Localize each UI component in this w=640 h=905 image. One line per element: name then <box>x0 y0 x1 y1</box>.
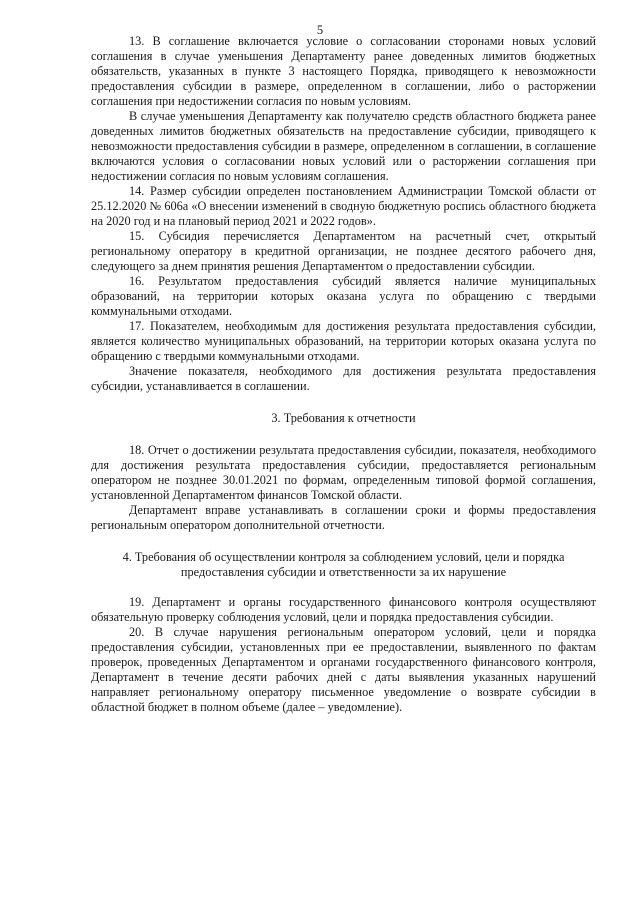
paragraph-18-continued: Департамент вправе устанавливать в соглашении сроки и формы предоставления региональным оператором дополнительной отчетности. <box>91 503 596 532</box>
paragraph-19: 19. Департамент и органы государственного финансового контроля осуществляют обязательную проверку соблюдения условий, цели и порядка предоставления субсидии. <box>91 595 596 624</box>
spacer <box>91 426 596 443</box>
page-number: 5 <box>316 23 324 37</box>
paragraph-16: 16. Результатом предоставления субсидий является наличие муниципальных образований, на территории которых оказана услуга по обращению с твердыми коммунальными отходами. <box>91 274 596 318</box>
paragraph-14: 14. Размер субсидии определен постановлением Администрации Томской области от 25.12.2020 № 606а «О внесении изменений в сводную бюджетную роспись областного бюджета на 2020 год и на плановый период 2021 и 2022 годов». <box>91 184 596 228</box>
paragraph-18: 18. Отчет о достижении результата предоставления субсидии, показателя, необходимого для достижения результата предоставления субсидии, предоставляется региональным оператором не позднее 30.01.2021 по формам, определенным типовой формой соглашения, установленной Департаментом финансов Томской области. <box>91 443 596 502</box>
paragraph-13: 13. В соглашение включается условие о согласовании сторонами новых условий соглашения в случае уменьшения Департаменту ранее доведенных лимитов бюджетных обязательств, указанных в пункте 3 настоящего Порядка, приводящего к невозможности предоставления субсидии в размере, определенном в соглашении, либо о расторжении соглашения при недостижении согласия по новым условиям. <box>91 34 596 108</box>
section-4-heading-line-2: предоставления субсидии и ответственности за их нарушение <box>180 565 507 579</box>
section-4-heading-line-1: 4. Требования об осуществлении контроля за соблюдением условий, цели и порядка <box>122 550 565 564</box>
section-3-heading: 3. Требования к отчетности <box>271 411 416 425</box>
paragraph-13-continued: В случае уменьшения Департаменту как получателю средств областного бюджета ранее доведенных лимитов бюджетных обязательств на предоставление субсидии, приводящего к невозможности предоставления субсидии в размере, определенном в соглашении, в соглашение включаются условия о согласовании новых условий или о расторжении соглашения при недостижении согласия по новым условиям соглашения. <box>91 109 596 183</box>
spacer <box>91 394 596 411</box>
spacer <box>91 533 596 550</box>
spacer <box>91 580 596 595</box>
paragraph-15: 15. Субсидия перечисляется Департаментом на расчетный счет, открытый региональному оператору в кредитной организации, не позднее десятого рабочего дня, следующего за днем принятия решения Департаментом о предоставлении субсидии. <box>91 229 596 273</box>
paragraph-20: 20. В случае нарушения региональным оператором условий, цели и порядка предоставления субсидии, установленных при ее предоставлении, выявленного по фактам проверок, проведенных Департаментом и органами государственного финансового контроля, Департамент в течение десяти рабочих дней с даты выявления указанных нарушений направляет региональному оператору письменное уведомление о возврате субсидии в областной бюджет в полном объеме (далее – уведомление). <box>91 625 596 714</box>
paragraph-17-value: Значение показателя, необходимого для достижения результата предоставления субсидии, устанавливается в соглашении. <box>91 364 596 393</box>
paragraph-17: 17. Показателем, необходимым для достижения результата предоставления субсидии, является количество муниципальных образований, на территории которых оказана услуга по обращению с твердыми коммунальными отходами. <box>91 319 596 363</box>
document-body <box>91 34 596 715</box>
